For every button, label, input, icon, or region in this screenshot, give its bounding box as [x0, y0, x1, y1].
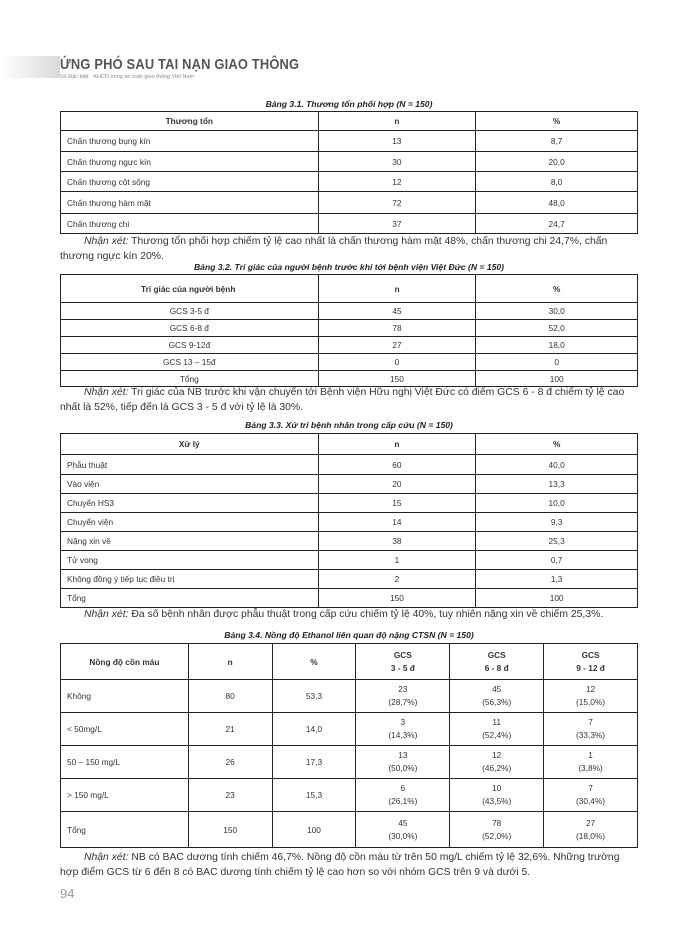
table-cell: Phẫu thuật: [61, 455, 319, 475]
table-cell: 60: [318, 455, 476, 475]
remark-2: [60, 385, 640, 415]
table-cell: [356, 680, 450, 713]
table-cell: 15,3: [272, 779, 356, 812]
table-cell: 37: [318, 214, 476, 234]
table-cell: > 150 mg/L: [61, 779, 189, 812]
table-cell: GCS 6-8 đ: [61, 320, 319, 337]
table-row: [61, 532, 638, 551]
table-cell: 30: [318, 152, 476, 172]
table-row: [61, 713, 638, 746]
table-cell: [544, 779, 638, 812]
table-row: [61, 337, 638, 354]
table-cell: 100: [476, 371, 638, 387]
table-row: [61, 192, 638, 214]
table1-header-cell: %: [476, 112, 638, 131]
percent: (50,0%): [388, 763, 418, 773]
table-row: [61, 589, 638, 608]
table1-caption: Bảng 3.1. Thương tổn phối hợp (N = 150): [265, 99, 433, 109]
remark-text: NB có BAC dương tính chiếm 46,7%. Nồng độ cồn máu từ trên 50 mg/L chiếm tỷ lệ 32,6%. Những trường hợp điểm GCS từ 6 đến 8 có BAC dương tính chiếm tỷ lệ cao hơn so với nhóm GCS trên 9 và dưới 5.: [60, 852, 620, 878]
gcs-label: GCS: [487, 649, 506, 660]
table-cell: 150: [318, 371, 476, 387]
table-cell: Không đồng ý tiếp tục điều trị: [61, 570, 319, 589]
percent: (15,0%): [576, 697, 606, 707]
table-cell: Tổng: [61, 812, 189, 848]
table2: [60, 274, 638, 387]
table-row: [61, 214, 638, 234]
remark-4: [60, 850, 640, 880]
table-row: [61, 152, 638, 172]
count: 6: [400, 783, 406, 793]
table-cell: Tổng: [61, 589, 319, 608]
count: 27: [585, 817, 596, 828]
table4-caption: Bảng 3.4. Nồng độ Ethanol liên quan độ nặng CTSN (N = 150): [224, 630, 474, 640]
running-subtitle: Số Đặc biệt - KHCN trong an toàn giao thông Việt Nam: [60, 74, 195, 80]
table2-header-row: [61, 275, 638, 303]
percent: (3,8%): [578, 763, 603, 773]
table-cell: 1,3: [476, 570, 638, 589]
table-cell: 53,3: [272, 680, 356, 713]
table-row: [61, 494, 638, 513]
table-row: [61, 131, 638, 152]
table-cell: Chấn thương ngực kín: [61, 152, 319, 172]
remark-1: [60, 234, 640, 264]
table-cell: 25,3: [476, 532, 638, 551]
remark-label: Nhận xét:: [84, 609, 129, 620]
count: 11: [492, 717, 501, 727]
table-cell: Chuyển viện: [61, 513, 319, 532]
table2-header-cell: n: [318, 275, 476, 303]
table-row: [61, 680, 638, 713]
table-cell: [450, 680, 544, 713]
remark-label: Nhận xét:: [84, 852, 129, 863]
table3: [60, 433, 638, 608]
remark-text: Đa số bệnh nhân được phẫu thuật trong cấp cứu chiếm tỷ lệ 40%, tuy nhiên nặng xin về chiếm 25,3%.: [128, 609, 604, 620]
table-row: [61, 320, 638, 337]
page-number: 94: [60, 886, 75, 901]
table-cell: [544, 680, 638, 713]
table-cell: 30,0: [476, 303, 638, 320]
table-cell: 24,7: [476, 214, 638, 234]
count: 23: [398, 684, 408, 694]
table-cell: 80: [188, 680, 272, 713]
table4-header-cell: [356, 644, 450, 680]
header-band: [0, 56, 60, 78]
table-cell: Chấn thương bụng kín: [61, 131, 319, 152]
running-title: ỨNG PHÓ SAU TAI NẠN GIAO THÔNG: [60, 56, 300, 73]
table-cell: 150: [318, 589, 476, 608]
table-row: [61, 354, 638, 371]
table-cell: 15: [318, 494, 476, 513]
table-row: [61, 513, 638, 532]
table-cell: 20: [318, 475, 476, 494]
table-row: [61, 812, 638, 848]
table4-header-cell: n: [188, 644, 272, 680]
table4-header-cell: [450, 644, 544, 680]
table-cell: GCS 13 – 15đ: [61, 354, 319, 371]
percent: (33,3%): [576, 730, 606, 740]
count: 3: [400, 717, 406, 727]
table4-header-cell: [544, 644, 638, 680]
table-cell: Vào viện: [61, 475, 319, 494]
table3-header-cell: %: [476, 434, 638, 455]
table-cell: 27: [318, 337, 476, 354]
table2-caption: Bảng 3.2. Tri giác của người bệnh trước khi tới bệnh viện Việt Đức (N = 150): [193, 262, 505, 272]
table-cell: 78: [318, 320, 476, 337]
gcs-label: GCS: [393, 649, 412, 660]
percent: (28,7%): [388, 697, 418, 707]
remark-label: Nhận xét:: [84, 387, 129, 398]
table-cell: 100: [272, 812, 356, 848]
gcs-range: 9 - 12 đ: [576, 662, 605, 673]
percent: (30,4%): [576, 796, 606, 806]
table-cell: 17,3: [272, 746, 356, 779]
table-cell: [450, 812, 544, 848]
table-cell: 14,0: [272, 713, 356, 746]
table-cell: 0,7: [476, 551, 638, 570]
table-cell: [450, 746, 544, 779]
table-cell: GCS 3-5 đ: [61, 303, 319, 320]
table-cell: 0: [476, 354, 638, 371]
table-cell: 50 – 150 mg/L: [61, 746, 189, 779]
table-cell: Chuyển HS3: [61, 494, 319, 513]
table4-header-cell: %: [272, 644, 356, 680]
table-cell: 26: [188, 746, 272, 779]
table-cell: [544, 812, 638, 848]
table-cell: Tổng: [61, 371, 319, 387]
table-cell: 23: [188, 779, 272, 812]
table4-header-row: [61, 644, 638, 680]
table-cell: 18,0: [476, 337, 638, 354]
percent: (52,0%): [482, 830, 512, 841]
table-cell: [544, 713, 638, 746]
table1-header-cell: Thương tổn: [61, 112, 319, 131]
remark-text: Tri giác của NB trước khi vận chuyển tới Bệnh viện Hữu nghị Việt Đức có điểm GCS 6 - 8 đ chiếm tỷ lệ cao nhất là 52%, tiếp đến là GCS 3 - 5 đ với tỷ lệ là 30%.: [60, 387, 625, 413]
table-cell: 52,0: [476, 320, 638, 337]
count: 13: [398, 750, 408, 760]
table-cell: 13,3: [476, 475, 638, 494]
table3-header-cell: n: [318, 434, 476, 455]
table1-header-row: [61, 112, 638, 131]
table-cell: [356, 713, 450, 746]
table-row: [61, 172, 638, 192]
table-cell: [544, 746, 638, 779]
gcs-range: 3 - 5 đ: [390, 662, 415, 673]
table-cell: Chấn thương cột sống: [61, 172, 319, 192]
table4-header-cell: Nồng độ cồn máu: [61, 644, 189, 680]
count: 7: [588, 783, 593, 793]
remark-text: Thương tổn phối hợp chiếm tỷ lệ cao nhất là chấn thương hàm mặt 48%, chấn thương chi 24,7%, chấn thương ngực kín 20%.: [60, 236, 608, 262]
table-cell: 150: [188, 812, 272, 848]
table2-header-cell: Tri giác của người bệnh: [61, 275, 319, 303]
count: 10: [492, 783, 502, 793]
table-cell: Nặng xin về: [61, 532, 319, 551]
table-cell: [356, 779, 450, 812]
gcs-range: 6 - 8 đ: [484, 662, 509, 673]
table-row: [61, 746, 638, 779]
count: 12: [492, 750, 502, 760]
table-cell: GCS 9-12đ: [61, 337, 319, 354]
table1: [60, 111, 638, 234]
table3-header-row: [61, 434, 638, 455]
table-row: [61, 779, 638, 812]
remark-3: [60, 607, 640, 622]
count: 45: [398, 817, 408, 828]
table-cell: Chấn thương hàm mặt: [61, 192, 319, 214]
table4: [60, 643, 638, 848]
table-cell: 13: [318, 131, 476, 152]
table-cell: 48,0: [476, 192, 638, 214]
percent: (14,3%): [388, 730, 418, 740]
table1-header-cell: n: [318, 112, 476, 131]
table3-header-cell: Xử lý: [61, 434, 319, 455]
table-cell: 40,0: [476, 455, 638, 475]
table-row: [61, 475, 638, 494]
table-cell: 38: [318, 532, 476, 551]
table-cell: 2: [318, 570, 476, 589]
percent: (56,3%): [482, 697, 512, 707]
table2-header-cell: %: [476, 275, 638, 303]
table-cell: 8,7: [476, 131, 638, 152]
table-cell: [356, 812, 450, 848]
percent: (46,2%): [482, 763, 512, 773]
remark-label: Nhận xét:: [84, 236, 129, 247]
table-cell: Không: [61, 680, 189, 713]
percent: (43,5%): [482, 796, 512, 806]
table-cell: 1: [318, 551, 476, 570]
table-cell: Tử vong: [61, 551, 319, 570]
table-cell: 100: [476, 589, 638, 608]
table-cell: 21: [188, 713, 272, 746]
table-row: [61, 455, 638, 475]
table-cell: 10,0: [476, 494, 638, 513]
table-row: [61, 551, 638, 570]
count: 45: [492, 684, 502, 694]
table-row: [61, 303, 638, 320]
table-cell: 45: [318, 303, 476, 320]
percent: (18,0%): [576, 830, 606, 841]
percent: (30,0%): [388, 830, 418, 841]
count: 7: [588, 717, 593, 727]
table-cell: 8,0: [476, 172, 638, 192]
table-cell: 14: [318, 513, 476, 532]
table-cell: 9,3: [476, 513, 638, 532]
count: 1: [588, 750, 593, 760]
table-cell: [450, 779, 544, 812]
gcs-label: GCS: [581, 649, 600, 660]
table-cell: [450, 713, 544, 746]
table-cell: 72: [318, 192, 476, 214]
percent: (26,1%): [388, 796, 418, 806]
table-cell: Chấn thương chi: [61, 214, 319, 234]
table3-caption: Bảng 3.3. Xử trí bệnh nhân trong cấp cứu (N = 150): [245, 420, 453, 430]
table-row: [61, 570, 638, 589]
count: 12: [585, 684, 596, 694]
table-cell: 12: [318, 172, 476, 192]
table-cell: 0: [318, 354, 476, 371]
table-cell: 20,0: [476, 152, 638, 172]
percent: (52,4%): [482, 730, 512, 740]
table-cell: < 50mg/L: [61, 713, 189, 746]
count: 78: [492, 817, 502, 828]
table-cell: [356, 746, 450, 779]
